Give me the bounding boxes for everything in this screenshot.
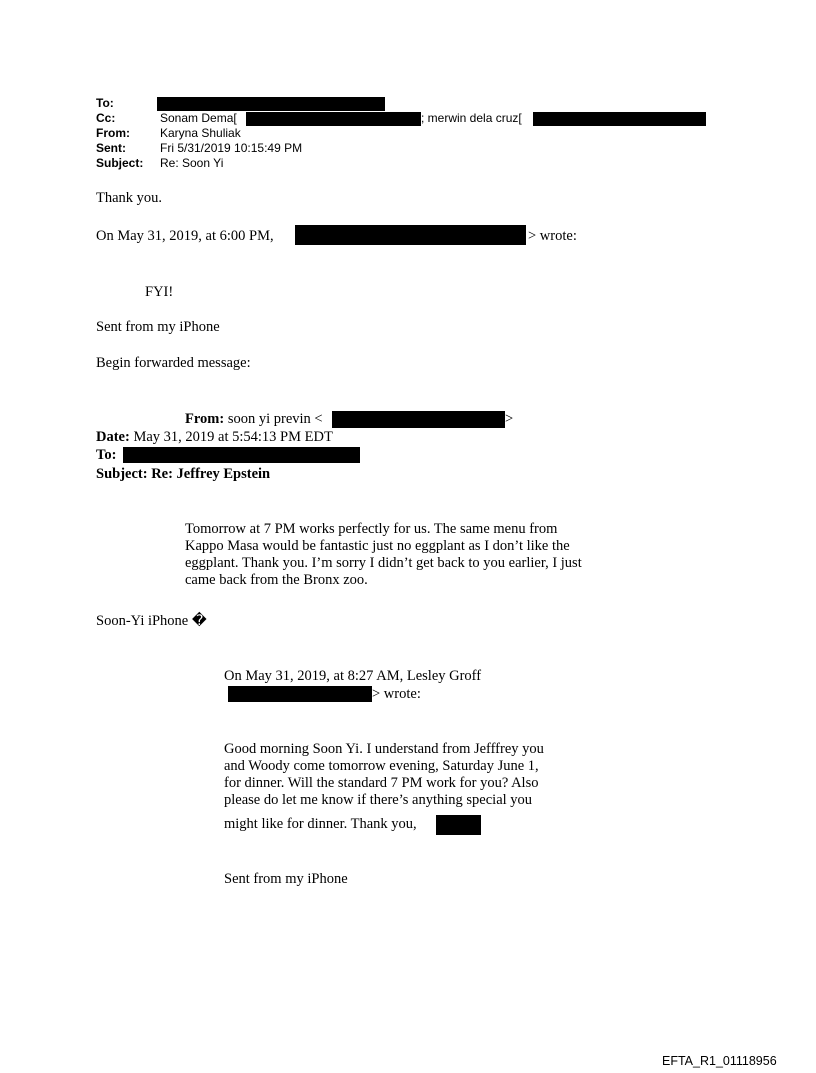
fyi-line: FYI! — [145, 284, 174, 300]
redaction-cc-2 — [533, 112, 706, 126]
cc-name-1: Sonam Dema[ — [160, 111, 237, 125]
fwd-from-line — [185, 411, 323, 428]
redaction-quoted-signature — [436, 815, 481, 835]
fwd-date-label: Date: — [96, 429, 130, 445]
cc-label: Cc: — [96, 111, 116, 125]
fwd-from-end: > — [505, 411, 514, 427]
quoted-msg-line-1: Good morning Soon Yi. I understand from Jefffrey you — [224, 741, 544, 757]
sent-value: Fri 5/31/2019 10:15:49 PM — [160, 141, 303, 155]
quoted-msg-line-4: please do let me know if there’s anything special you — [224, 792, 533, 808]
fwd-msg-line-4: came back from the Bronx zoo. — [185, 572, 368, 588]
document-id: EFTA_R1_01118956 — [662, 1054, 777, 1068]
subject-label: Subject: — [96, 156, 144, 170]
from-label: From: — [96, 126, 130, 140]
redaction-fwd-to — [123, 447, 360, 463]
quoted-msg-line-3: for dinner. Will the standard 7 PM work for you? Also — [224, 775, 539, 791]
redaction-quoted-email — [228, 686, 372, 702]
fwd-msg-line-1: Tomorrow at 7 PM works perfectly for us. The same menu from — [185, 521, 558, 537]
subject-value: Re: Soon Yi — [160, 156, 224, 170]
sent-from-iphone-1: Sent from my iPhone — [96, 319, 220, 335]
fwd-subject-value: Re: Jeffrey Epstein — [147, 466, 271, 482]
on-line-suffix: > wrote: — [528, 228, 577, 244]
redaction-fwd-from — [332, 411, 505, 428]
fwd-msg-line-2: Kappo Masa would be fantastic just no eggplant as I don’t like the — [185, 538, 570, 554]
fwd-date-line — [96, 429, 333, 446]
redaction-cc-1 — [246, 112, 421, 126]
quoted-msg-line-2: and Woody come tomorrow evening, Saturday June 1, — [224, 758, 539, 774]
redaction-to — [157, 97, 385, 111]
from-value: Karyna Shuliak — [160, 126, 241, 140]
quoted-msg-line-5: might like for dinner. Thank you, — [224, 816, 417, 832]
fwd-subject-label: Subject: — [96, 466, 148, 482]
fwd-subject-line — [96, 466, 270, 483]
redaction-on-line — [295, 225, 526, 245]
quoted-sent-from: Sent from my iPhone — [224, 871, 348, 887]
fwd-signature: Soon-Yi iPhone � — [96, 613, 207, 629]
cc-separator: ; merwin dela cruz[ — [421, 111, 522, 125]
thanks-line: Thank you. — [96, 190, 163, 206]
to-label: To: — [96, 96, 114, 110]
fwd-to-label: To: — [96, 447, 117, 463]
fwd-from-label: From: — [185, 411, 225, 427]
sent-label: Sent: — [96, 141, 126, 155]
fwd-msg-line-3: eggplant. Thank you. I’m sorry I didn’t get back to you earlier, I just — [185, 555, 582, 571]
quoted-wrote: > wrote: — [372, 686, 421, 702]
fwd-from-value: soon yi previn < — [224, 411, 323, 427]
begin-forwarded: Begin forwarded message: — [96, 355, 251, 371]
fwd-date-value: May 31, 2019 at 5:54:13 PM EDT — [129, 429, 333, 445]
on-line-prefix: On May 31, 2019, at 6:00 PM, — [96, 228, 274, 244]
quoted-on-line: On May 31, 2019, at 8:27 AM, Lesley Groff — [224, 668, 482, 684]
